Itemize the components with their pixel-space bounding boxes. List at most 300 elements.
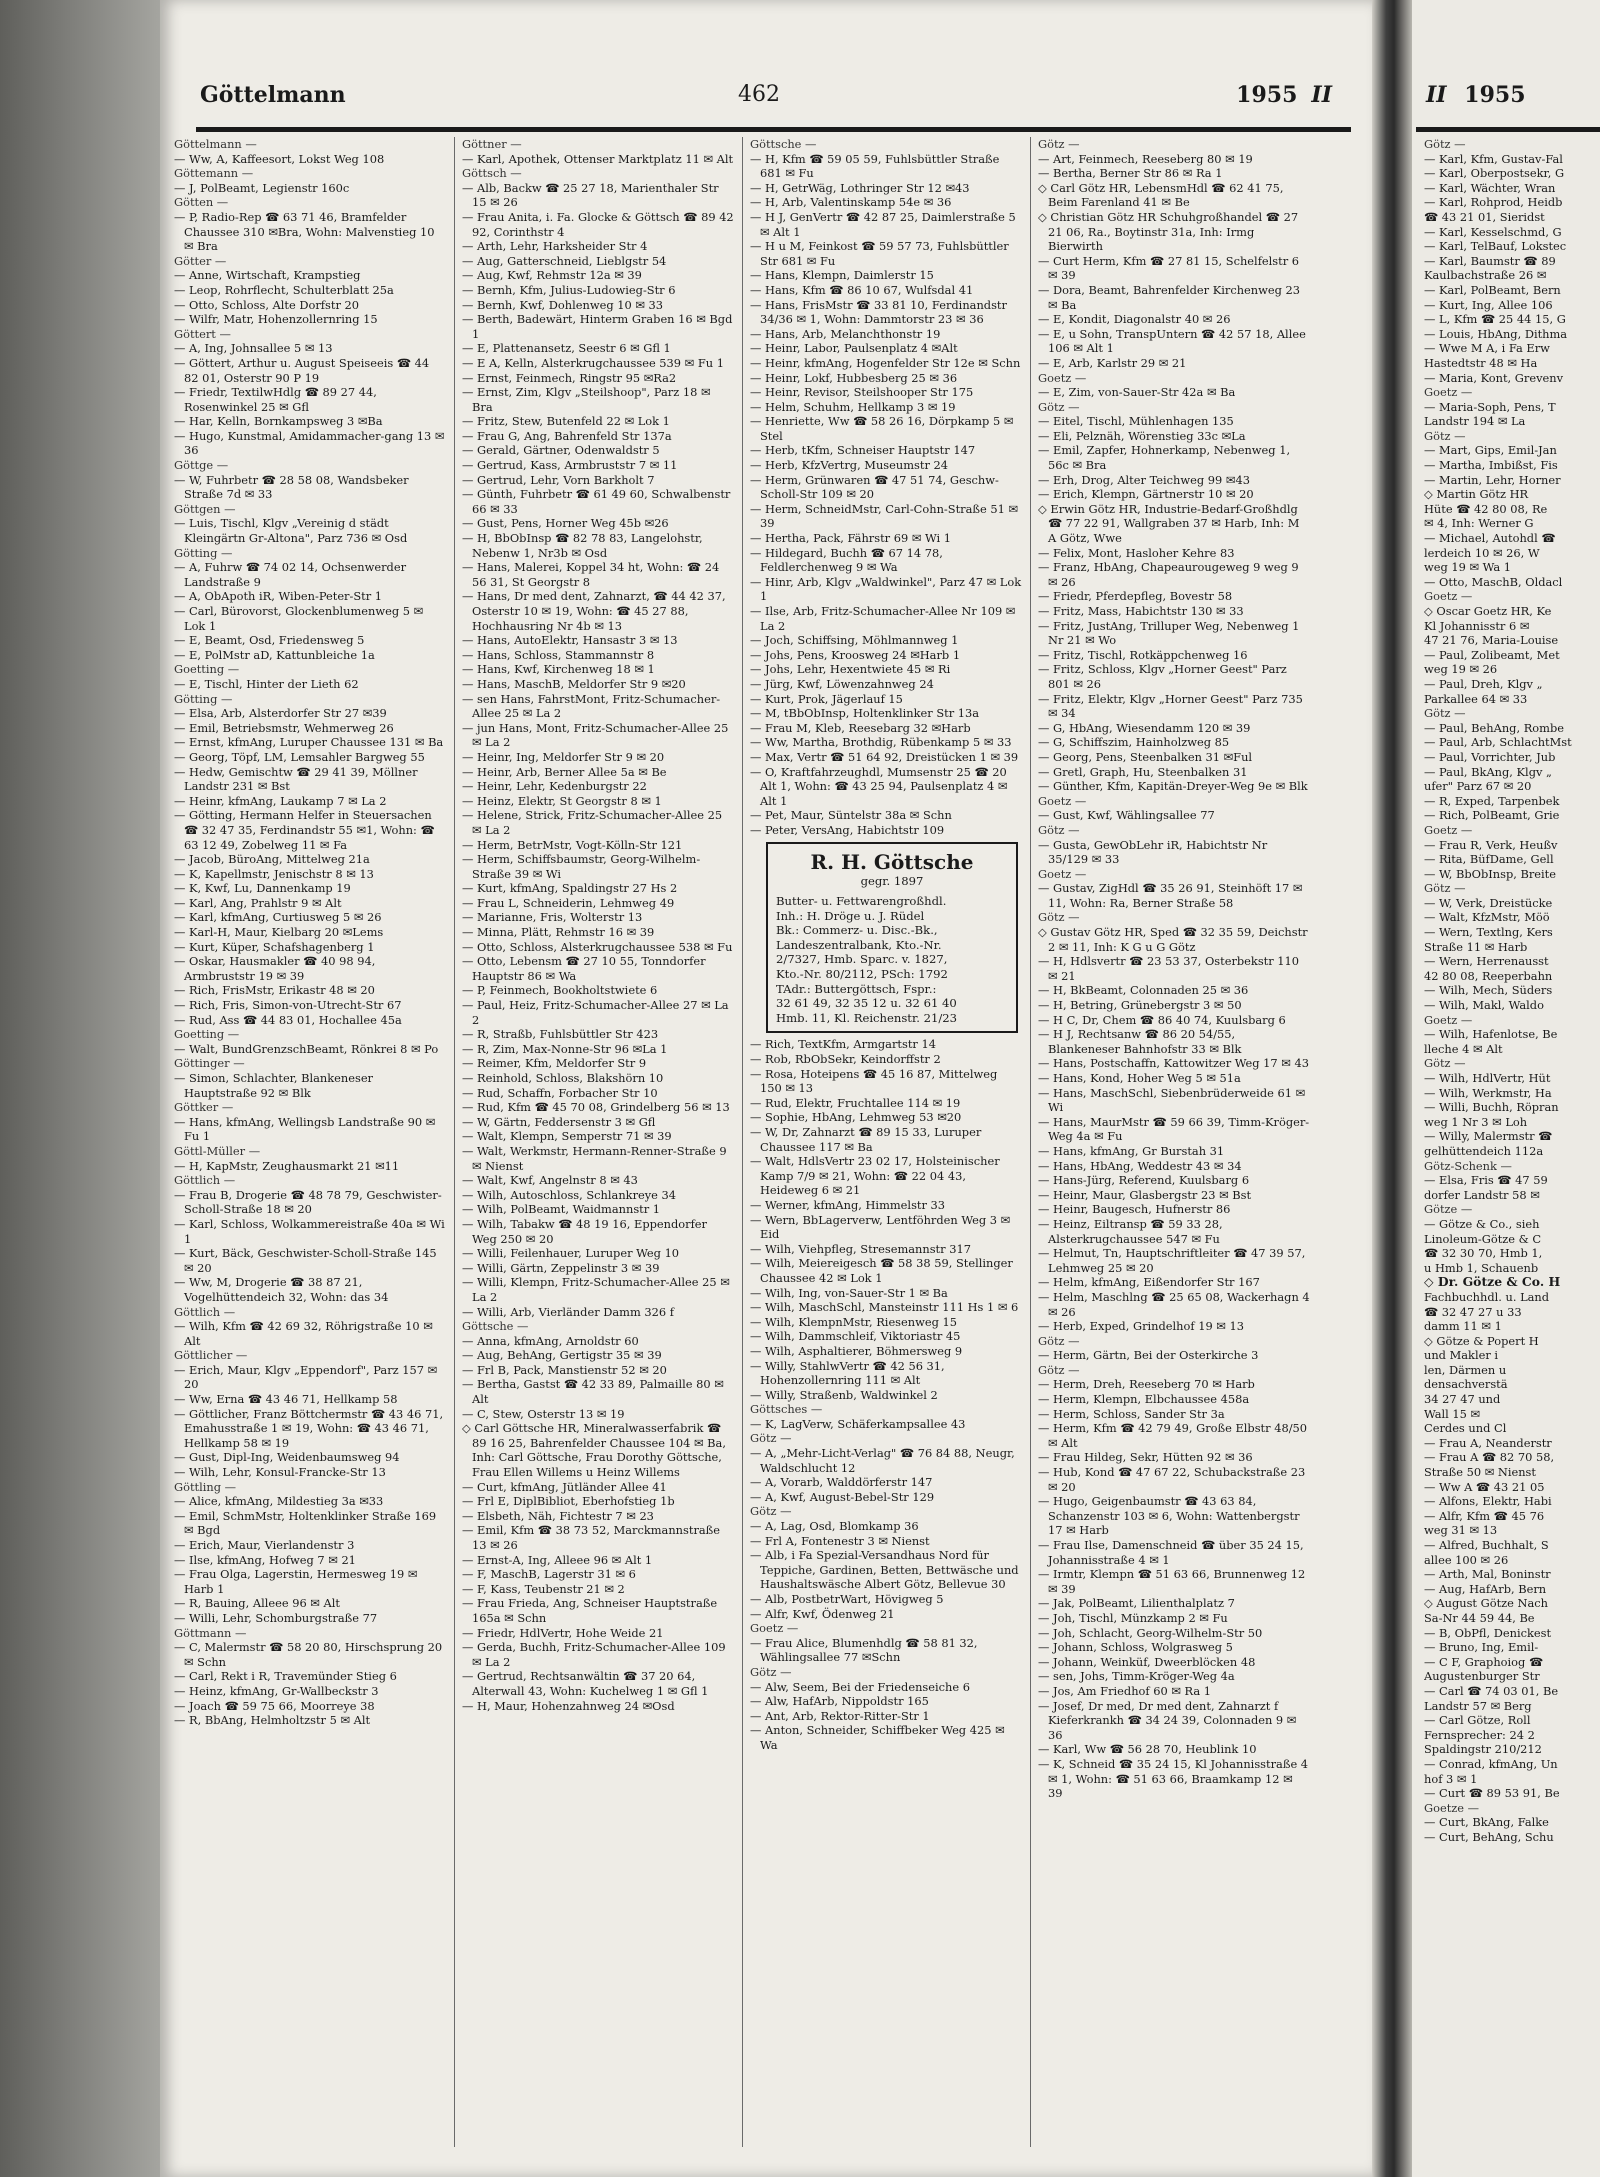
name-heading: Göttlich — bbox=[174, 1173, 236, 1188]
directory-entry: — Otto, MaschB, Oldacl bbox=[1424, 574, 1563, 589]
directory-entry: — Rud, Elektr, Fruchtallee 114 ✉ 19 bbox=[750, 1095, 961, 1110]
directory-entry: — R, Zim, Max-Nonne-Str 96 ✉La 1 bbox=[462, 1041, 668, 1056]
directory-entry: — Jacob, BüroAng, Mittelweg 21a bbox=[174, 852, 370, 867]
firm-ad-line: Inh.: H. Dröge u. J. Rüdel bbox=[776, 908, 925, 923]
directory-entry: — Wilh, Werkmstr, Ha bbox=[1424, 1085, 1552, 1100]
directory-entry: — Alb, Backw ☎ 25 27 18, Marienthaler Str 15 ✉ 26 bbox=[462, 180, 719, 210]
directory-entry: — Hans, Arb, Melanchthonstr 19 bbox=[750, 326, 941, 341]
directory-entry: — Heinz, kfmAng, Gr-Wallbeckstr 3 bbox=[174, 1683, 379, 1698]
name-heading: Götze — bbox=[1424, 1202, 1473, 1217]
directory-entry: — H, Kfm ☎ 59 05 59, Fuhlsbüttler Straße 681 ✉ Fu bbox=[750, 151, 1000, 181]
name-heading: Göttsch — bbox=[462, 166, 522, 181]
directory-entry: ☎ 43 21 01, Sieridst bbox=[1424, 209, 1545, 224]
directory-entry: — Erich, Maur, Klgv „Eppendorf", Parz 157 ✉ 20 bbox=[174, 1362, 438, 1392]
directory-entry: — Gertrud, Lehr, Vorn Barkholt 7 bbox=[462, 472, 655, 487]
directory-entry: ◇ Götze & Popert H bbox=[1424, 1333, 1539, 1348]
name-heading: Götz — bbox=[1038, 1333, 1080, 1348]
directory-entry: — Rita, BüfDame, Gell bbox=[1424, 852, 1554, 867]
directory-entry: Hastedtstr 48 ✉ Ha bbox=[1424, 355, 1538, 370]
name-heading: Göttsche — bbox=[462, 1319, 529, 1334]
directory-entry: — Ww, Martha, Brothdig, Rübenkamp 5 ✉ 33 bbox=[750, 735, 1012, 750]
directory-entry: — Hinr, Arb, Klgv „Waldwinkel", Parz 47 ✉ Lok 1 bbox=[750, 574, 1022, 604]
directory-entry: — Hans, Schloss, Stammannstr 8 bbox=[462, 647, 655, 662]
directory-entry: — Hans-Jürg, Referend, Kuulsbarg 6 bbox=[1038, 1173, 1250, 1188]
directory-entry: — Frau Olga, Lagerstin, Hermesweg 19 ✉ Harb 1 bbox=[174, 1567, 418, 1596]
directory-entry: — Kurt, Prok, Jägerlauf 15 bbox=[750, 691, 903, 706]
column-3 bbox=[750, 137, 1022, 2157]
directory-entry: — Ernst, Feinmech, Ringstr 95 ✉Ra2 bbox=[462, 370, 677, 385]
directory-entry: — Alb, i Fa Spezial-Versandhaus Nord für Teppiche, Gardinen, Betten, Bettwäsche und Haushaltswäsche Albert Götz, Bellevue 30 bbox=[750, 1548, 1019, 1592]
directory-entry: ◇ Gustav Götz HR, Sped ☎ 32 35 59, Deichstr 2 ✉ 11, Inh: K G u G Götz bbox=[1038, 925, 1308, 954]
directory-entry: — Berth, Badewärt, Hinterm Graben 16 ✉ Bgd 1 bbox=[462, 312, 733, 341]
directory-entry: — Frau R, Verk, Heußv bbox=[1424, 837, 1558, 852]
directory-entry: — Curt, BehAng, Schu bbox=[1424, 1829, 1554, 1844]
directory-entry: — Karl, Apothek, Ottenser Marktplatz 11 ✉ Alt bbox=[462, 151, 734, 166]
name-heading: Göttemann — bbox=[174, 166, 254, 181]
directory-entry: — H, BbObInsp ☎ 82 78 83, Langelohstr, Nebenw 1, Nr3b ✉ Osd bbox=[462, 531, 703, 560]
directory-entry: — Heinr, Arb, Berner Allee 5a ✉ Be bbox=[462, 764, 667, 779]
directory-entry: — Rud, Ass ☎ 44 83 01, Hochallee 45a bbox=[174, 1012, 402, 1027]
directory-entry: — Wwe M A, i Fa Erw bbox=[1424, 341, 1550, 356]
directory-entry: — Michael, Autohdl ☎ bbox=[1424, 531, 1556, 546]
firm-ad-line: TAdr.: Buttergöttsch, Fspr.: bbox=[776, 981, 937, 996]
directory-entry: — A, „Mehr-Licht-Verlag" ☎ 76 84 88, Neugr, Waldschlucht 12 bbox=[750, 1446, 1015, 1475]
directory-entry: Fachbuchhdl. u. Land bbox=[1424, 1289, 1550, 1304]
directory-entry: — Frl E, DiplBibliot, Eberhofstieg 1b bbox=[462, 1494, 675, 1509]
directory-entry: — Walt, KfzMstr, Möö bbox=[1424, 910, 1550, 925]
directory-entry: Straße 11 ✉ Harb bbox=[1424, 939, 1528, 954]
directory-entry: — Hans, kfmAng, Gr Burstah 31 bbox=[1038, 1143, 1225, 1158]
directory-entry: — Herb, Exped, Grindelhof 19 ✉ 13 bbox=[1038, 1319, 1244, 1334]
name-heading: Göttgen — bbox=[174, 501, 236, 516]
directory-entry: — Ww, A, Kaffeesort, Lokst Weg 108 bbox=[174, 151, 385, 166]
directory-entry: — H u M, Feinkost ☎ 59 57 73, Fuhlsbüttler Str 681 ✉ Fu bbox=[750, 239, 1009, 268]
name-heading: Götting — bbox=[174, 691, 233, 706]
directory-entry: — Heinr, Labor, Paulsenplatz 4 ✉Alt bbox=[750, 341, 958, 356]
directory-entry: — Arth, Lehr, Harksheider Str 4 bbox=[462, 239, 648, 254]
directory-entry: — Hans, MaschB, Meldorfer Str 9 ✉20 bbox=[462, 676, 686, 691]
directory-entry: — C F, Graphoiog ☎ bbox=[1424, 1654, 1544, 1669]
directory-entry: — Carl ☎ 74 03 01, Be bbox=[1424, 1683, 1559, 1698]
directory-entry: 42 80 08, Reeperbahn bbox=[1424, 968, 1553, 983]
directory-entry: — Curt, BkAng, Falke bbox=[1424, 1815, 1549, 1830]
directory-entry: ☎ 32 30 70, Hmb 1, bbox=[1424, 1246, 1543, 1261]
directory-entry: — Fritz, Mass, Habichtstr 130 ✉ 33 bbox=[1038, 604, 1244, 618]
directory-entry: Kaulbachstraße 26 ✉ bbox=[1424, 268, 1547, 283]
directory-entry: — Reimer, Kfm, Meldorfer Str 9 bbox=[462, 1056, 647, 1071]
directory-entry: — Fritz, Schloss, Klgv „Horner Geest" Parz 801 ✉ 26 bbox=[1038, 662, 1287, 691]
directory-entry: — Otto, Schloss, Alsterkrugchaussee 538 ✉ Fu bbox=[462, 939, 733, 954]
directory-entry: — Hedw, Gemischtw ☎ 29 41 39, Möllner Landstr 231 ✉ Bst bbox=[174, 764, 418, 794]
directory-entry: Straße 50 ✉ Nienst bbox=[1424, 1465, 1536, 1480]
name-heading: Götz — bbox=[750, 1664, 792, 1679]
next-page-fragment bbox=[1412, 0, 1600, 2177]
directory-entry: — Gerda, Buchh, Fritz-Schumacher-Allee 109 ✉ La 2 bbox=[462, 1640, 726, 1669]
directory-entry: — Rich, PolBeamt, Grie bbox=[1424, 808, 1560, 823]
directory-entry: — Rob, RbObSekr, Keindorffstr 2 bbox=[750, 1052, 941, 1067]
directory-entry: ◇ Christian Götz HR Schuhgroßhandel ☎ 27 21 06, Ra., Boytinstr 31a, Inh: Irmg Bierwirth bbox=[1038, 209, 1299, 254]
name-heading: Goetze — bbox=[1424, 1800, 1480, 1815]
directory-entry: — Georg, Pens, Steenbalken 31 ✉Ful bbox=[1038, 749, 1253, 764]
directory-entry: — Helm, kfmAng, Eißendorfer Str 167 bbox=[1038, 1275, 1260, 1290]
directory-entry: ufer" Parz 67 ✉ 20 bbox=[1424, 779, 1532, 794]
next-volume: II bbox=[1426, 82, 1447, 108]
directory-entry: Sa-Nr 44 59 44, Be bbox=[1424, 1610, 1535, 1625]
directory-entry: — Reinhold, Schloss, Blakshörn 10 bbox=[462, 1071, 664, 1085]
directory-entry: Parkallee 64 ✉ 33 bbox=[1424, 691, 1528, 706]
directory-entry: — Jürg, Kwf, Löwenzahnweg 24 bbox=[750, 676, 934, 691]
directory-entry: — K, Schneid ☎ 35 24 15, Kl Johannisstraße 4 ✉ 1, Wohn: ☎ 51 63 66, Braamkamp 12 ✉ 39 bbox=[1038, 1756, 1309, 1801]
next-page-header bbox=[1426, 82, 1526, 132]
directory-entry: — Emil, Betriebsmstr, Wehmerweg 26 bbox=[174, 720, 394, 735]
directory-entry: — Willi, Klempn, Fritz-Schumacher-Allee 25 ✉ La 2 bbox=[462, 1275, 730, 1304]
directory-entry: — W, BbObInsp, Breite bbox=[1424, 866, 1556, 881]
directory-entry: — Ilse, kfmAng, Hofweg 7 ✉ 21 bbox=[174, 1552, 356, 1567]
directory-entry: — O, Kraftfahrzeughdl, Mumsenstr 25 ☎ 20 Alt 1, Wohn: ☎ 43 25 94, Paulsenplatz 4 ✉ Alt 1 bbox=[750, 764, 1008, 808]
directory-entry: — Pet, Maur, Süntelstr 38a ✉ Schn bbox=[750, 808, 952, 823]
directory-entry: — Gretl, Graph, Hu, Steenbalken 31 bbox=[1038, 764, 1248, 779]
directory-entry: — Heinr, Ing, Meldorfer Str 9 ✉ 20 bbox=[462, 749, 665, 764]
directory-entry: ◇ Carl Götz HR, LebensmHdl ☎ 62 41 75, Beim Farenland 41 ✉ Be bbox=[1038, 180, 1284, 210]
column-divider bbox=[454, 137, 455, 2147]
directory-entry: — Hugo, Geigenbaumstr ☎ 43 63 84, Schanzenstr 103 ✉ 6, Wohn: Wattenbergstr 17 ✉ Harb bbox=[1038, 1494, 1300, 1538]
directory-entry: — Rud, Kfm ☎ 45 70 08, Grindelberg 56 ✉ 13 bbox=[462, 1100, 730, 1115]
directory-entry: — A, Vorarb, Walddörferstr 147 bbox=[750, 1475, 933, 1490]
directory-entry: — H, Maur, Hohenzahnweg 24 ✉Osd bbox=[462, 1698, 675, 1713]
directory-entry: — Gerald, Gärtner, Odenwaldstr 5 bbox=[462, 443, 660, 458]
directory-entry: — F, Kass, Teubenstr 21 ✉ 2 bbox=[462, 1581, 625, 1596]
directory-entry: — A, Kwf, August-Bebel-Str 129 bbox=[750, 1489, 935, 1504]
directory-entry: — Karl, Ww ☎ 56 28 70, Heublink 10 bbox=[1038, 1742, 1257, 1757]
directory-entry: — Wilh, Makl, Waldo bbox=[1424, 998, 1544, 1013]
directory-entry: — J, PolBeamt, Legienstr 160c bbox=[174, 180, 350, 195]
directory-entry: — Hans, Postschaffn, Kattowitzer Weg 17 ✉ 43 bbox=[1038, 1056, 1309, 1071]
directory-entry: — Rud, Schaffn, Forbacher Str 10 bbox=[462, 1085, 658, 1100]
directory-entry: — Johs, Lehr, Hexentwiete 45 ✉ Ri bbox=[750, 662, 951, 677]
directory-entry: — R, Bauing, Alleee 96 ✉ Alt bbox=[174, 1596, 340, 1611]
directory-entry: — Maria-Soph, Pens, T bbox=[1424, 399, 1556, 414]
directory-entry: — Karl-H, Maur, Kielbarg 20 ✉Lems bbox=[174, 925, 384, 940]
directory-entry: — Götting, Hermann Helfer in Steuersachen ☎ 32 47 35, Ferdinandstr 55 ✉1, Wohn: ☎ 63 12 49, Zobelweg 11 ✉ Fa bbox=[174, 808, 435, 852]
column-divider bbox=[1030, 137, 1031, 2147]
name-heading: Göttert — bbox=[174, 326, 231, 341]
directory-entry: — Wilh, Lehr, Konsul-Francke-Str 13 bbox=[174, 1465, 386, 1480]
directory-entry: — Kurt, kfmAng, Spaldingstr 27 Hs 2 bbox=[462, 881, 678, 896]
directory-entry: — Frau G, Ang, Bahrenfeld Str 137a bbox=[462, 428, 672, 443]
name-heading: Götz — bbox=[1038, 1362, 1080, 1377]
directory-entry: Linoleum-Götze & C bbox=[1424, 1231, 1542, 1246]
directory-entry: — Carl Götze, Roll bbox=[1424, 1713, 1531, 1728]
directory-entry: — Karl, Baumstr ☎ 89 bbox=[1424, 253, 1556, 268]
directory-entry: — W, Dr, Zahnarzt ☎ 89 15 33, Luruper Chaussee 117 ✉ Ba bbox=[750, 1125, 982, 1154]
directory-entry: — Wilh, Viehpfleg, Stresemannstr 317 bbox=[750, 1241, 971, 1256]
name-heading: Götz — bbox=[750, 1504, 792, 1519]
directory-entry: — Frl B, Pack, Manstienstr 52 ✉ 20 bbox=[462, 1362, 667, 1377]
directory-entry: — Frau Frieda, Ang, Schneiser Hauptstraße 165a ✉ Schn bbox=[462, 1596, 718, 1625]
directory-entry: — Curt, kfmAng, Jütländer Allee 41 bbox=[462, 1479, 667, 1494]
directory-entry: — B, ObPfl, Denickest bbox=[1424, 1625, 1552, 1640]
firm-ad-line: Landeszentralbank, Kto.-Nr. bbox=[776, 937, 942, 952]
directory-entry: — Walt, HdlsVertr 23 02 17, Holsteinischer Kamp 7/9 ✉ 21, Wohn: ☎ 22 04 43, Heideweg 6 ✉ 21 bbox=[750, 1154, 1000, 1198]
directory-entry: — Hans, Kfm ☎ 86 10 67, Wulfsdal 41 bbox=[750, 282, 974, 297]
directory-entry: — Helene, Strick, Fritz-Schumacher-Allee 25 ✉ La 2 bbox=[462, 808, 723, 837]
directory-entry: — Fritz, JustAng, Trilluper Weg, Nebenweg 1 Nr 21 ✉ Wo bbox=[1038, 618, 1300, 648]
directory-entry: dorfer Landstr 58 ✉ bbox=[1424, 1187, 1540, 1202]
directory-entry: — Willi, Arb, Vierländer Damm 326 f bbox=[462, 1304, 674, 1319]
name-heading: Göttlicher — bbox=[174, 1348, 248, 1363]
directory-entry: Augustenburger Str bbox=[1424, 1669, 1540, 1684]
directory-entry: — Paul, BkAng, Klgv „ bbox=[1424, 764, 1552, 779]
directory-entry: — Felix, Mont, Hasloher Kehre 83 bbox=[1038, 545, 1235, 560]
firm-ad-line: 2/7327, Hmb. Sparc. v. 1827, bbox=[776, 952, 948, 967]
directory-entry: — Hans, Malerei, Koppel 34 ht, Wohn: ☎ 24 56 31, St Georgstr 8 bbox=[462, 560, 720, 589]
directory-entry: weg 19 ✉ 26 bbox=[1424, 662, 1498, 677]
directory-entry: — Frau A, Neanderstr bbox=[1424, 1435, 1552, 1450]
directory-entry: — Frau L, Schneiderin, Lehmweg 49 bbox=[462, 895, 675, 910]
directory-entry: — Emil, SchmMstr, Holtenklinker Straße 169 ✉ Bgd bbox=[174, 1508, 437, 1538]
directory-entry: — P, Feinmech, Bookholtstwiete 6 bbox=[462, 983, 658, 998]
directory-entry: ◇ Oscar Goetz HR, Ke bbox=[1424, 604, 1552, 618]
directory-entry: — Irmtr, Klempn ☎ 51 63 66, Brunnenweg 12 ✉ 39 bbox=[1038, 1567, 1306, 1596]
directory-entry: — Peter, VersAng, Habichtstr 109 bbox=[750, 822, 945, 837]
directory-entry: — A, Fuhrw ☎ 74 02 14, Ochsenwerder Landstraße 9 bbox=[174, 560, 407, 589]
directory-entry: — C, Stew, Osterstr 13 ✉ 19 bbox=[462, 1406, 625, 1421]
directory-entry: — Walt, Kwf, Angelnstr 8 ✉ 43 bbox=[462, 1173, 638, 1188]
directory-entry: — Anton, Schneider, Schiffbeker Weg 425 ✉ Wa bbox=[750, 1723, 1005, 1752]
directory-entry: — Luis, Tischl, Klgv „Vereinig d städt Kleingärtn Gr-Altona", Parz 736 ✉ Osd bbox=[174, 516, 408, 546]
directory-entry: — Alb, PostbetrWart, Hövigweg 5 bbox=[750, 1592, 944, 1606]
directory-entry: — Aug, HafArb, Bern bbox=[1424, 1581, 1547, 1596]
name-heading: Götz — bbox=[750, 1431, 792, 1446]
directory-entry: — E A, Kelln, Alsterkrugchaussee 539 ✉ Fu 1 bbox=[462, 355, 724, 370]
name-heading: Goetting — bbox=[174, 1027, 240, 1042]
firm-founded: gegr. 1897 bbox=[860, 873, 924, 888]
directory-entry: — Wern, BbLagerverw, Lentföhrden Weg 3 ✉ Eid bbox=[750, 1212, 1011, 1242]
name-heading: Göttge — bbox=[174, 458, 229, 473]
directory-entry: — Carl, Rekt i R, Travemünder Stieg 6 bbox=[174, 1669, 397, 1684]
directory-entry: — Anna, kfmAng, Arnoldstr 60 bbox=[462, 1333, 639, 1348]
directory-entry: — Ernst, Zim, Klgv „Steilshoop", Parz 18 ✉ Bra bbox=[462, 385, 711, 414]
directory-entry: 47 21 76, Maria-Louise bbox=[1424, 633, 1559, 648]
directory-entry: — Willy, Straßenb, Waldwinkel 2 bbox=[750, 1387, 938, 1402]
directory-entry: — Conrad, kfmAng, Un bbox=[1424, 1756, 1558, 1771]
directory-entry: — jun Hans, Mont, Fritz-Schumacher-Allee 25 ✉ La 2 bbox=[462, 720, 729, 750]
directory-entry: — Georg, Töpf, LM, Lemsahler Bargweg 55 bbox=[174, 749, 425, 764]
directory-entry: — Herm, Klempn, Elbchaussee 458a bbox=[1038, 1392, 1250, 1407]
directory-entry: — Hans, kfmAng, Wellingsb Landstraße 90 ✉ Fu 1 bbox=[174, 1114, 436, 1144]
name-heading: Goetz — bbox=[1038, 866, 1087, 881]
directory-entry: len, Därmen u bbox=[1424, 1362, 1507, 1377]
directory-entry: — sen, Johs, Timm-Kröger-Weg 4a bbox=[1038, 1669, 1235, 1684]
firm-ad-line: Hmb. 11, Kl. Reichenstr. 21/23 bbox=[776, 1010, 958, 1025]
firm-ad-line: 32 61 49, 32 35 12 u. 32 61 40 bbox=[776, 996, 957, 1011]
name-heading: Goetz — bbox=[1424, 822, 1473, 837]
directory-entry: — Göttert, Arthur u. August Speiseeis ☎ 44 82 01, Osterstr 90 P 19 bbox=[174, 355, 430, 385]
directory-entry: — Willi, Gärtn, Zeppelinstr 3 ✉ 39 bbox=[462, 1260, 660, 1275]
directory-entry: — W, Gärtn, Feddersenstr 3 ✉ Gfl bbox=[462, 1114, 656, 1129]
directory-entry: — Karl, Kfm, Gustav-Fal bbox=[1424, 151, 1563, 166]
directory-entry: — Mart, Gips, Emil-Jan bbox=[1424, 443, 1557, 458]
directory-entry: — Helm, Schuhm, Hellkamp 3 ✉ 19 bbox=[750, 399, 956, 414]
directory-entry: — Rich, TextKfm, Armgartstr 14 bbox=[750, 1037, 936, 1052]
directory-entry: — Eli, Pelznäh, Wörenstieg 33c ✉La bbox=[1038, 428, 1246, 443]
name-heading: Goetz — bbox=[1038, 793, 1087, 808]
directory-entry: ◇ Dr. Götze & Co. H bbox=[1424, 1274, 1561, 1290]
column-2 bbox=[462, 137, 734, 2157]
directory-entry: — K, Kwf, Lu, Dannenkamp 19 bbox=[174, 881, 351, 896]
directory-entry: — Oskar, Hausmakler ☎ 40 98 94, Armbruststr 19 ✉ 39 bbox=[174, 954, 376, 983]
directory-entry: — Karl, Kesselschmd, G bbox=[1424, 224, 1562, 239]
directory-entry: — Heinr, Maur, Glasbergstr 23 ✉ Bst bbox=[1038, 1187, 1252, 1202]
directory-entry: lleche 4 ✉ Alt bbox=[1424, 1041, 1503, 1056]
directory-entry: — Paul, Heiz, Fritz-Schumacher-Allee 27 ✉ La 2 bbox=[462, 998, 729, 1027]
directory-entry: — Wilh, Kfm ☎ 42 69 32, Röhrigstraße 10 ✉ Alt bbox=[174, 1319, 433, 1348]
directory-entry: — Ernst, kfmAng, Luruper Chaussee 131 ✉ Ba bbox=[174, 735, 444, 750]
directory-entry: — Heinr, kfmAng, Hogenfelder Str 12e ✉ Schn bbox=[750, 355, 1021, 370]
directory-entry: — Hub, Kond ☎ 47 67 22, Schubackstraße 23 ✉ 20 bbox=[1038, 1465, 1306, 1494]
firm-ad-line: Bk.: Commerz- u. Disc.-Bk., bbox=[776, 923, 938, 938]
directory-entry: — Wilh, Asphaltierer, Böhmersweg 9 bbox=[750, 1343, 963, 1358]
name-heading: Götz-Schenk — bbox=[1424, 1158, 1512, 1173]
directory-entry: Wall 15 ✉ bbox=[1424, 1406, 1481, 1421]
directory-entry: — Art, Feinmech, Reeseberg 80 ✉ 19 bbox=[1038, 151, 1253, 166]
name-heading: Göttl-Müller — bbox=[174, 1143, 261, 1158]
directory-entry: — Dora, Beamt, Bahrenfelder Kirchenweg 23 ✉ Ba bbox=[1038, 282, 1301, 312]
directory-entry: 34 27 47 und bbox=[1424, 1392, 1501, 1407]
directory-entry: — Hans, MaurMstr ☎ 59 66 39, Timm-Kröger-Weg 4a ✉ Fu bbox=[1038, 1114, 1310, 1144]
name-heading: Götz — bbox=[1038, 399, 1080, 414]
directory-entry: — Göttlicher, Franz Böttchermstr ☎ 43 46 71, Emahusstraße 1 ✉ 19, Wohn: ☎ 43 46 71, Hellkamp 58 ✉ 19 bbox=[174, 1406, 444, 1450]
directory-entry: — Heinr, Lokf, Hubbesberg 25 ✉ 36 bbox=[750, 370, 958, 385]
name-heading: Götz — bbox=[1424, 428, 1466, 443]
directory-entry: — Josef, Dr med, Dr med dent, Zahnarzt f Kieferkrankh ☎ 34 24 39, Colonnaden 9 ✉ 36 bbox=[1038, 1698, 1297, 1742]
directory-entry: — Jos, Am Friedhof 60 ✉ Ra 1 bbox=[1038, 1683, 1212, 1698]
directory-entry: — Frau B, Drogerie ☎ 48 78 79, Geschwister-Scholl-Straße 18 ✉ 20 bbox=[174, 1187, 442, 1217]
directory-entry: — Wilh, Meiereigesch ☎ 58 38 59, Stellinger Chaussee 42 ✉ Lok 1 bbox=[750, 1256, 1013, 1285]
firm-ad-line: Kto.-Nr. 80/2112, PSch: 1792 bbox=[776, 967, 948, 982]
name-heading: Goetz — bbox=[750, 1621, 799, 1636]
directory-entry: — Alfr, Kfm ☎ 45 76 bbox=[1424, 1508, 1545, 1523]
directory-entry: — Herm, Kfm ☎ 42 79 49, Große Elbstr 48/50 ✉ Alt bbox=[1038, 1421, 1308, 1450]
directory-entry: — Wilh, KlempnMstr, Riesenweg 15 bbox=[750, 1314, 958, 1329]
directory-entry: — Heinr, Revisor, Steilshooper Str 175 bbox=[750, 385, 974, 400]
directory-entry: — Rich, FrisMstr, Erikastr 48 ✉ 20 bbox=[174, 983, 375, 998]
directory-entry: — E, Beamt, Osd, Friedensweg 5 bbox=[174, 633, 365, 648]
directory-entry: — H, GetrWäg, Lothringer Str 12 ✉43 bbox=[750, 180, 970, 195]
directory-entry: — Helmut, Tn, Hauptschriftleiter ☎ 47 39 57, Lehmweg 25 ✉ 20 bbox=[1038, 1246, 1306, 1275]
directory-entry: — G, HbAng, Wiesendamm 120 ✉ 39 bbox=[1038, 720, 1251, 735]
directory-entry: — Marianne, Fris, Wolterstr 13 bbox=[462, 910, 643, 925]
directory-entry: — Willi, Lehr, Schomburgstraße 77 bbox=[174, 1610, 378, 1625]
directory-entry: — Paul, Zolibeamt, Met bbox=[1424, 647, 1560, 662]
directory-entry: — Gusta, GewObLehr iR, Habichtstr Nr 35/129 ✉ 33 bbox=[1038, 837, 1268, 867]
name-heading: Göttsches — bbox=[750, 1402, 823, 1417]
directory-entry: — Aug, Gatterschneid, Lieblgstr 54 bbox=[462, 253, 667, 268]
directory-entry: ◇ Martin Götz HR bbox=[1424, 487, 1529, 502]
directory-entry: — Har, Kelln, Bornkampsweg 3 ✉Ba bbox=[174, 414, 383, 429]
directory-entry: — W, Fuhrbetr ☎ 28 58 08, Wandsbeker Straße 7d ✉ 33 bbox=[174, 472, 409, 502]
directory-entry: ◇ Erwin Götz HR, Industrie-Bedarf-Großhdlg ☎ 77 22 91, Wallgraben 37 ✉ Harb, Inh: M A Götz, Wwe bbox=[1038, 501, 1300, 546]
firm-advertisement bbox=[766, 842, 1018, 1034]
directory-entry: — Willi, Buchh, Röpran bbox=[1424, 1100, 1559, 1115]
directory-entry: — E, Plattenansetz, Seestr 6 ✉ Gfl 1 bbox=[462, 341, 671, 356]
directory-entry: — Gustav, ZigHdl ☎ 35 26 91, Steinhöft 17 ✉ 11, Wohn: Ra, Berner Straße 58 bbox=[1038, 881, 1303, 910]
directory-entry: — Karl, kfmAng, Curtiusweg 5 ✉ 26 bbox=[174, 910, 382, 925]
directory-entry: — W, Verk, Dreistücke bbox=[1424, 895, 1553, 910]
directory-entry: — Arth, Mal, Boninstr bbox=[1424, 1567, 1551, 1582]
directory-entry: — C, Malermstr ☎ 58 20 80, Hirschsprung 20 ✉ Schn bbox=[174, 1640, 443, 1669]
directory-entry: — Hans, Kwf, Kirchenweg 18 ✉ 1 bbox=[462, 662, 655, 677]
directory-entry: ◇ Carl Göttsche HR, Mineralwasserfabrik ☎ 89 16 25, Bahrenfelder Chaussee 104 ✉ Ba, Inh: Carl Göttsche, Frau Dorothy Göttsche, Frau Ellen Willems u Heinz Willems bbox=[462, 1421, 726, 1480]
year: 1955 bbox=[1236, 82, 1298, 108]
directory-entry: — Alw, HafArb, Nippoldstr 165 bbox=[750, 1694, 929, 1709]
directory-entry: — Ww, Erna ☎ 43 46 71, Hellkamp 58 bbox=[174, 1392, 398, 1407]
name-heading: Goetz — bbox=[1424, 385, 1473, 400]
directory-entry: — Gust, Pens, Horner Weg 45b ✉26 bbox=[462, 516, 669, 531]
name-heading: Götz — bbox=[1038, 910, 1080, 925]
directory-entry: — L, Kfm ☎ 25 44 15, G bbox=[1424, 312, 1566, 327]
directory-entry: — Joh, Schlacht, Georg-Wilhelm-Str 50 bbox=[1038, 1625, 1263, 1640]
directory-entry: — Walt, BundGrenzschBeamt, Rönkrei 8 ✉ Po bbox=[174, 1041, 439, 1056]
directory-entry: — Bertha, Gastst ☎ 42 33 89, Palmaille 80 ✉ Alt bbox=[462, 1377, 724, 1407]
directory-entry: — Bruno, Ing, Emil- bbox=[1424, 1640, 1539, 1655]
directory-entry: — Elsa, Arb, Alsterdorfer Str 27 ✉39 bbox=[174, 706, 387, 721]
directory-entry: — Wilh, Hafenlotse, Be bbox=[1424, 1027, 1558, 1042]
directory-entry: — Karl, PolBeamt, Bern bbox=[1424, 282, 1561, 297]
name-heading: Götten — bbox=[174, 195, 229, 210]
directory-entry: — Herm, BetrMstr, Vogt-Kölln-Str 121 bbox=[462, 837, 683, 852]
directory-entry: — Herm, Gärtn, Bei der Osterkirche 3 bbox=[1038, 1348, 1259, 1363]
directory-entry: gelhüttendeich 112a bbox=[1424, 1143, 1544, 1158]
directory-entry: Landstr 194 ✉ La bbox=[1424, 414, 1526, 429]
directory-entry: ◇ August Götze Nach bbox=[1424, 1596, 1548, 1611]
directory-entry: — Wilh, PolBeamt, Waidmannstr 1 bbox=[462, 1202, 661, 1217]
directory-entry: — Willy, Malermstr ☎ bbox=[1424, 1129, 1553, 1144]
column-4 bbox=[1038, 137, 1310, 2157]
directory-entry: — Fritz, Tischl, Rotkäppchenweg 16 bbox=[1038, 647, 1248, 662]
directory-entry: — Paul, Vorrichter, Jub bbox=[1424, 749, 1556, 764]
directory-entry: — Gertrud, Kass, Armbruststr 7 ✉ 11 bbox=[462, 458, 678, 473]
directory-entry: — Fritz, Stew, Butenfeld 22 ✉ Lok 1 bbox=[462, 414, 670, 429]
directory-entry: — Fritz, Elektr, Klgv „Horner Geest" Parz 735 ✉ 34 bbox=[1038, 691, 1303, 721]
directory-entry: — Otto, Lebensm ☎ 27 10 55, Tonndorfer Hauptstr 86 ✉ Wa bbox=[462, 954, 706, 983]
directory-entry: — Erh, Drog, Alter Teichweg 99 ✉43 bbox=[1038, 472, 1250, 487]
directory-entry: — P, Radio-Rep ☎ 63 71 46, Bramfelder Chaussee 310 ✉Bra, Wohn: Malvenstieg 10 ✉ Bra bbox=[174, 209, 435, 254]
directory-entry: — E, Zim, von-Sauer-Str 42a ✉ Ba bbox=[1038, 385, 1236, 400]
directory-entry: — Hans, AutoElektr, Hansastr 3 ✉ 13 bbox=[462, 633, 678, 648]
directory-entry: — Simon, Schlachter, Blankeneser Hauptstraße 92 ✉ Blk bbox=[174, 1071, 374, 1100]
directory-entry: — Herm, Dreh, Reeseberg 70 ✉ Harb bbox=[1038, 1377, 1255, 1392]
column-divider bbox=[742, 137, 743, 2147]
directory-entry: — Elsbeth, Näh, Fichtestr 7 ✉ 23 bbox=[462, 1508, 654, 1523]
directory-entry: — E, PolMstr aD, Kattunbleiche 1a bbox=[174, 647, 375, 662]
directory-entry: — Friedr, Pferdepfleg, Bovestr 58 bbox=[1038, 589, 1233, 604]
directory-entry: — Carl, Bürovorst, Glockenblumenweg 5 ✉ Lok 1 bbox=[174, 604, 424, 633]
directory-entry: — Frau Hildeg, Sekr, Hütten 92 ✉ 36 bbox=[1038, 1450, 1253, 1465]
directory-entry: — Leop, Rohrflecht, Schulterblatt 25a bbox=[174, 282, 394, 297]
name-heading: Götz — bbox=[1038, 822, 1080, 837]
directory-entry: weg 1 Nr 3 ✉ Loh bbox=[1424, 1114, 1528, 1129]
directory-entry: — Heinz, Elektr, St Georgstr 8 ✉ 1 bbox=[462, 793, 662, 808]
directory-entry: — Willy, StahlwVertr ☎ 42 56 31, Hohenzollernring 111 ✉ Alt bbox=[750, 1358, 945, 1388]
directory-entry: — Minna, Plätt, Rehmstr 16 ✉ 39 bbox=[462, 925, 655, 940]
directory-entry: und Makler i bbox=[1424, 1348, 1499, 1363]
directory-entry: — Franz, HbAng, Chapeaurougeweg 9 weg 9 ✉ 26 bbox=[1038, 560, 1299, 589]
directory-entry: — Alfred, Buchhalt, S bbox=[1424, 1538, 1549, 1552]
directory-entry: — Alfons, Elektr, Habi bbox=[1424, 1494, 1552, 1509]
directory-entry: — Elsa, Fris ☎ 47 59 bbox=[1424, 1173, 1548, 1188]
name-heading: Götz — bbox=[1424, 881, 1466, 896]
